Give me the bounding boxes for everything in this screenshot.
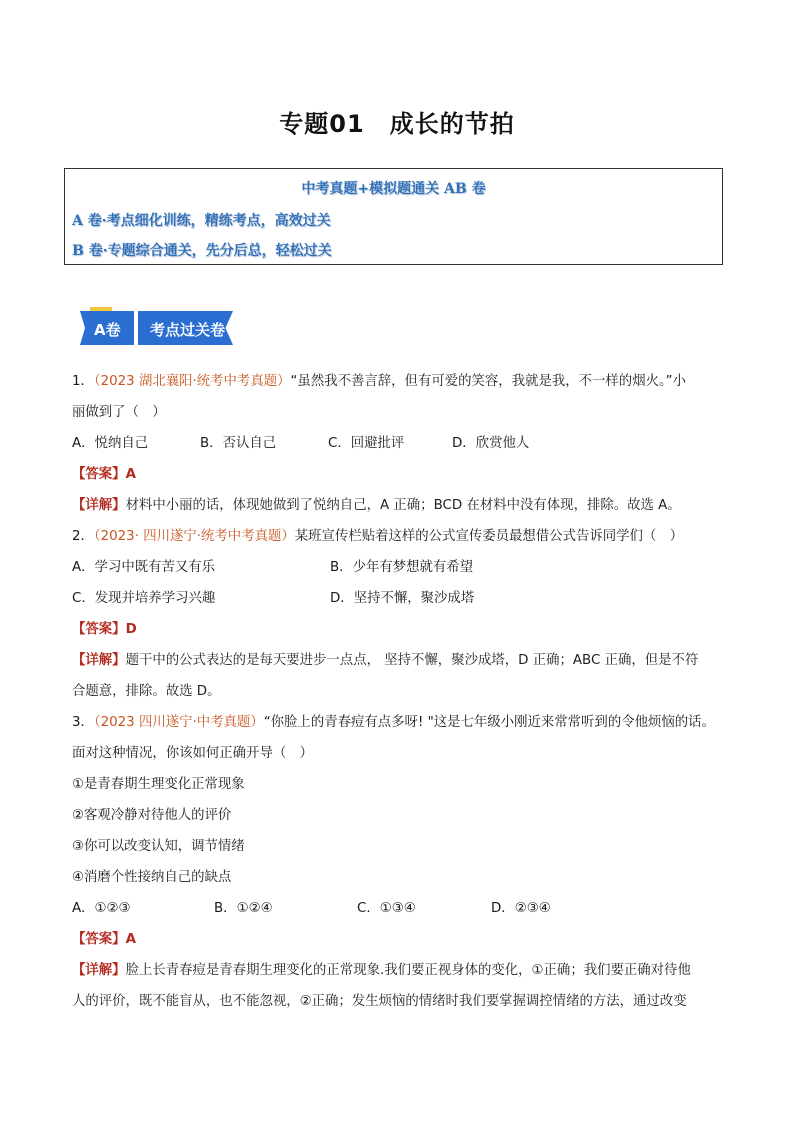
q3-stem-a: “你脸上的青春痘有点多呀! "这是七年级小刚近来常常听到的令他烦恼的话。 <box>263 715 715 730</box>
intro-line-b: B 卷·专题综合通关，先分后总，轻松过关 <box>72 243 332 259</box>
q2-answer-value: D <box>125 622 137 637</box>
q3-answer <box>72 924 727 955</box>
q3-answer-value: A <box>125 932 136 947</box>
q3-detail-text-a: 脸上长青春痘是青春期生理变化的正常现象.我们要正视身体的变化，①正确；我们要正确对待他 <box>125 963 691 978</box>
q3-option-d: D．②③④ <box>491 901 551 916</box>
q1-source: （2023 湖北襄阳·统考中考真题） <box>93 374 291 389</box>
banner-tag: A卷 <box>94 321 121 339</box>
q2-detail-text-a: 题干中的公式表达的是每天要进步一点点， 坚持不懈，聚沙成塔，D 正确；ABC 正确，但是不符 <box>125 653 699 668</box>
q2-source: （2023· 四川遂宁·统考中考真题） <box>93 529 295 544</box>
q2-options-row2 <box>72 583 727 614</box>
q3-detail <box>72 955 727 986</box>
q1-detail <box>72 490 727 521</box>
q3-answer-label: 【答案】 <box>72 932 126 947</box>
q3-source: （2023 四川遂宁·中考真题） <box>93 715 264 730</box>
q1-stem-b: 丽做到了（ ） <box>72 405 166 420</box>
q1-answer-label: 【答案】 <box>72 467 126 482</box>
q2-options-row1 <box>72 552 727 583</box>
q2-option-c: C．发现并培养学习兴趣 <box>72 591 216 606</box>
q1-option-d: D．欣赏他人 <box>452 436 530 451</box>
q3-option-a: A．①②③ <box>72 901 131 916</box>
q3-detail-label: 【详解】 <box>72 963 126 978</box>
intro-box <box>64 168 723 265</box>
intro-heading: 中考真题+模拟题通关 AB 卷 <box>301 181 486 197</box>
q3-stem <box>72 707 727 738</box>
banner-label: 考点过关卷 <box>150 321 226 339</box>
question-list <box>72 366 727 1017</box>
q3-item-4: ④消磨个性接纳自己的缺点 <box>72 870 232 885</box>
q2-answer <box>72 614 727 645</box>
q2-detail <box>72 645 727 676</box>
q1-option-c: C．回避批评 <box>328 436 405 451</box>
q3-option-b: B．①②④ <box>214 901 273 916</box>
banner-decoration <box>90 307 112 311</box>
q3-number: 3． <box>72 715 94 730</box>
q1-answer <box>72 459 727 490</box>
q1-stem-a: “虽然我不善言辞，但有可爱的笑容，我就是我，不一样的烟火。”小 <box>290 374 687 389</box>
q2-option-b: B．少年有梦想就有希望 <box>330 560 474 575</box>
q2-option-a: A．学习中既有苦又有乐 <box>72 560 216 575</box>
q1-detail-label: 【详解】 <box>72 498 126 513</box>
q3-item-1: ①是青春期生理变化正常现象 <box>72 777 245 792</box>
q2-answer-label: 【答案】 <box>72 622 126 637</box>
q1-number: 1． <box>72 374 94 389</box>
q2-detail-label: 【详解】 <box>72 653 126 668</box>
q3-item-3: ③你可以改变认知，调节情绪 <box>72 839 245 854</box>
intro-line-a: A 卷·考点细化训练，精练考点，高效过关 <box>72 213 331 229</box>
q1-option-a: A．悦纳自己 <box>72 436 149 451</box>
q3-options <box>72 893 727 924</box>
q2-option-d: D．坚持不懈，聚沙成塔 <box>330 591 475 606</box>
q3-stem-b: 面对这种情况，你该如何正确开导（ ） <box>72 746 314 761</box>
page-title: 专题01 成长的节拍 <box>279 110 515 138</box>
q3-item-2: ②客观冷静对待他人的评价 <box>72 808 232 823</box>
q1-option-b: B．否认自己 <box>200 436 277 451</box>
q1-stem <box>72 366 727 397</box>
q2-number: 2． <box>72 529 94 544</box>
q1-detail-text: 材料中小丽的话，体现她做到了悦纳自己，A 正确；BCD 在材料中没有体现，排除。故选 A。 <box>125 498 681 513</box>
q3-detail-text-b: 人的评价，既不能盲从，也不能忽视，②正确；发生烦恼的情绪时我们要掌握调控情绪的方法，通过改变 <box>72 994 687 1009</box>
q2-stem <box>72 521 727 552</box>
section-banner <box>80 311 233 345</box>
q2-stem-text: 某班宣传栏贴着这样的公式宣传委员最想借公式告诉同学们（ ） <box>294 529 684 544</box>
q3-option-c: C．①③④ <box>357 901 416 916</box>
q1-options <box>72 428 727 459</box>
q1-answer-value: A <box>125 467 136 482</box>
q2-detail-text-b: 合题意，排除。故选 D。 <box>72 684 221 699</box>
